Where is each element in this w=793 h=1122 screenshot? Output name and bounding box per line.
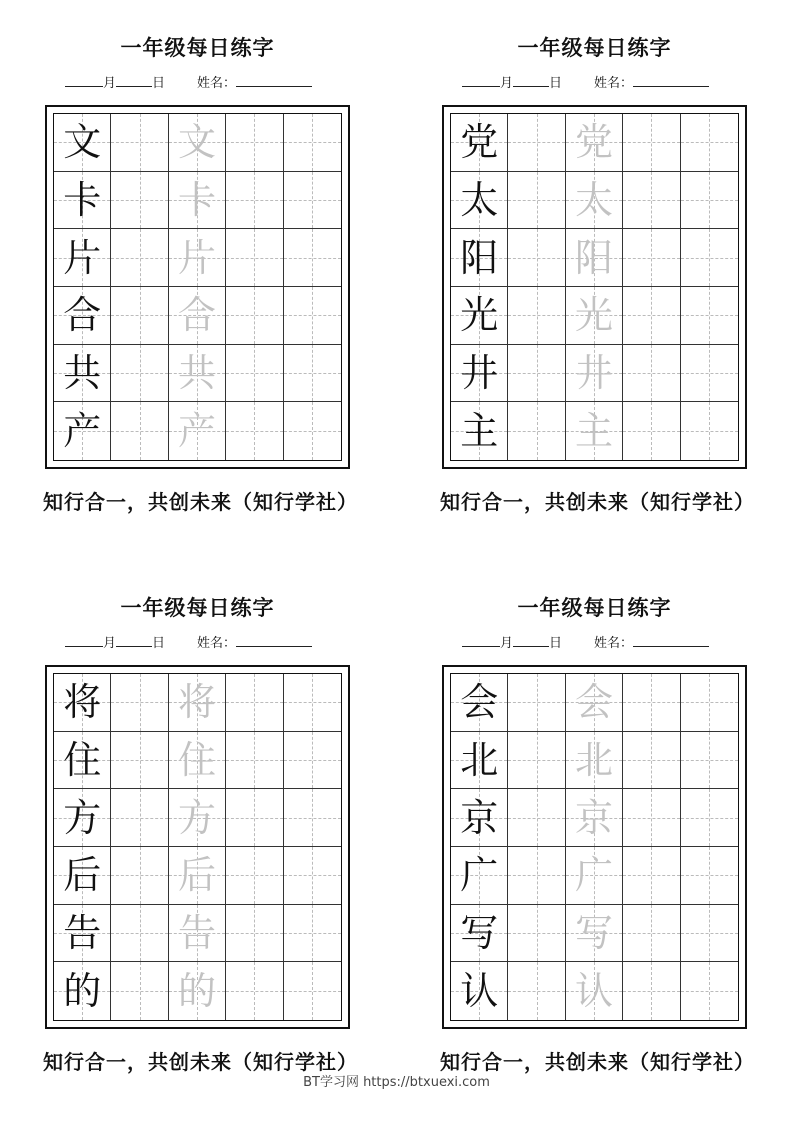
practice-cell[interactable]: [508, 674, 565, 732]
model-character: 写: [460, 910, 499, 955]
practice-cell: [54, 114, 111, 172]
practice-cell: [169, 402, 226, 460]
date-name-line: [462, 72, 709, 91]
practice-cell[interactable]: [623, 114, 680, 172]
name-label: 姓名：: [197, 636, 237, 651]
model-character: 卡: [63, 177, 102, 222]
practice-cell[interactable]: [681, 847, 738, 905]
practice-cell[interactable]: [226, 847, 283, 905]
model-character: 会: [460, 680, 499, 725]
month-blank[interactable]: [462, 634, 500, 647]
day-label: 日: [549, 636, 563, 651]
practice-cell[interactable]: [111, 962, 168, 1020]
practice-cell[interactable]: [226, 962, 283, 1020]
practice-cell[interactable]: [284, 172, 341, 230]
trace-character: 阳: [574, 235, 613, 280]
practice-cell[interactable]: [111, 402, 168, 460]
practice-cell: [54, 674, 111, 732]
trace-character: 文: [177, 120, 216, 165]
practice-cell: [566, 402, 623, 460]
practice-cell[interactable]: [508, 962, 565, 1020]
trace-character: 住: [177, 737, 216, 782]
practice-cell[interactable]: [226, 402, 283, 460]
practice-cell: [54, 905, 111, 963]
name-label: 姓名：: [594, 76, 634, 91]
practice-grid: [53, 673, 342, 1021]
practice-cell: [566, 905, 623, 963]
name-label: 姓名：: [197, 76, 237, 91]
practice-cell[interactable]: [508, 789, 565, 847]
day-blank[interactable]: [116, 634, 152, 647]
trace-character: 北: [574, 737, 613, 782]
name-blank[interactable]: [236, 634, 312, 647]
model-character: 认: [460, 969, 499, 1014]
practice-cell[interactable]: [111, 172, 168, 230]
trace-character: 共: [177, 350, 216, 395]
practice-cell: [169, 847, 226, 905]
model-character: 广: [460, 853, 499, 898]
motto: 知行合一，共创未来（知行学社）: [440, 1050, 755, 1074]
practice-cell[interactable]: [226, 114, 283, 172]
practice-cell: [451, 674, 508, 732]
practice-cell[interactable]: [681, 674, 738, 732]
trace-character: 方: [177, 795, 216, 840]
practice-cell[interactable]: [508, 847, 565, 905]
practice-cell[interactable]: [508, 732, 565, 790]
practice-cell: [451, 402, 508, 460]
practice-cell: [451, 905, 508, 963]
practice-cell: [169, 287, 226, 345]
date-name-line: [65, 72, 312, 91]
practice-cell: [566, 229, 623, 287]
practice-cell: [54, 789, 111, 847]
practice-cell: [451, 114, 508, 172]
name-label: 姓名：: [594, 636, 634, 651]
practice-cell: [451, 172, 508, 230]
trace-character: 片: [177, 235, 216, 280]
practice-cell[interactable]: [508, 287, 565, 345]
practice-cell[interactable]: [623, 847, 680, 905]
practice-cell: [169, 114, 226, 172]
practice-frame: [442, 105, 747, 469]
practice-cell: [451, 732, 508, 790]
month-blank[interactable]: [462, 74, 500, 87]
practice-cell: [451, 962, 508, 1020]
practice-cell[interactable]: [111, 847, 168, 905]
practice-cell[interactable]: [226, 732, 283, 790]
practice-cell: [451, 287, 508, 345]
practice-cell: [169, 962, 226, 1020]
practice-frame: [45, 665, 350, 1029]
motto: 知行合一，共创未来（知行学社）: [43, 1050, 358, 1074]
day-blank[interactable]: [513, 634, 549, 647]
practice-cell: [566, 789, 623, 847]
model-character: 共: [63, 350, 102, 395]
worksheet-title: 一年级每日练字: [120, 35, 275, 60]
practice-cell: [566, 114, 623, 172]
trace-character: 井: [574, 350, 613, 395]
practice-cell: [54, 732, 111, 790]
practice-cell: [451, 789, 508, 847]
model-character: 后: [63, 853, 102, 898]
day-blank[interactable]: [513, 74, 549, 87]
practice-cell: [566, 847, 623, 905]
practice-cell[interactable]: [681, 402, 738, 460]
model-character: 党: [460, 120, 499, 165]
practice-cell: [169, 345, 226, 403]
trace-character: 产: [177, 409, 216, 454]
practice-cell[interactable]: [681, 114, 738, 172]
name-blank[interactable]: [633, 634, 709, 647]
model-character: 京: [460, 795, 499, 840]
practice-cell[interactable]: [284, 962, 341, 1020]
practice-cell[interactable]: [623, 229, 680, 287]
trace-character: 太: [574, 177, 613, 222]
day-label: 日: [152, 636, 166, 651]
practice-cell[interactable]: [508, 172, 565, 230]
month-label: 月: [103, 76, 117, 91]
worksheet-title: 一年级每日练字: [517, 595, 672, 620]
practice-cell[interactable]: [284, 789, 341, 847]
practice-cell[interactable]: [623, 287, 680, 345]
model-character: 文: [63, 120, 102, 165]
month-label: 月: [500, 76, 514, 91]
practice-cell[interactable]: [623, 732, 680, 790]
practice-cell[interactable]: [111, 732, 168, 790]
practice-cell[interactable]: [226, 674, 283, 732]
practice-grid: [53, 113, 342, 461]
practice-cell[interactable]: [284, 402, 341, 460]
watermark: BT学习网 https://btxuexi.com: [303, 1075, 490, 1090]
practice-cell[interactable]: [111, 287, 168, 345]
practice-cell: [54, 229, 111, 287]
practice-cell: [169, 905, 226, 963]
model-character: 片: [63, 235, 102, 280]
motto: 知行合一，共创未来（知行学社）: [440, 490, 755, 514]
practice-cell[interactable]: [508, 905, 565, 963]
model-character: 的: [63, 969, 102, 1014]
practice-cell[interactable]: [623, 905, 680, 963]
date-name-line: [65, 632, 312, 651]
model-character: 井: [460, 350, 499, 395]
practice-cell: [169, 732, 226, 790]
trace-character: 光: [574, 293, 613, 338]
practice-cell[interactable]: [111, 905, 168, 963]
model-character: 阳: [460, 235, 499, 280]
practice-cell: [566, 287, 623, 345]
practice-cell[interactable]: [681, 345, 738, 403]
trace-character: 认: [574, 969, 613, 1014]
practice-cell[interactable]: [623, 674, 680, 732]
motto: 知行合一，共创未来（知行学社）: [43, 490, 358, 514]
day-label: 日: [152, 76, 166, 91]
model-character: 太: [460, 177, 499, 222]
month-label: 月: [500, 636, 514, 651]
practice-cell: [54, 402, 111, 460]
practice-cell: [169, 789, 226, 847]
practice-cell[interactable]: [284, 905, 341, 963]
practice-frame: [45, 105, 350, 469]
practice-cell[interactable]: [508, 114, 565, 172]
trace-character: 合: [177, 293, 216, 338]
practice-cell: [54, 962, 111, 1020]
practice-cell[interactable]: [111, 114, 168, 172]
practice-grid: [450, 113, 739, 461]
model-character: 北: [460, 737, 499, 782]
name-blank[interactable]: [633, 74, 709, 87]
practice-cell: [451, 847, 508, 905]
model-character: 住: [63, 737, 102, 782]
practice-cell[interactable]: [681, 789, 738, 847]
month-blank[interactable]: [65, 634, 103, 647]
practice-cell[interactable]: [284, 229, 341, 287]
practice-cell: [54, 345, 111, 403]
day-label: 日: [549, 76, 563, 91]
practice-cell[interactable]: [681, 287, 738, 345]
practice-cell[interactable]: [226, 789, 283, 847]
practice-cell: [169, 172, 226, 230]
trace-character: 将: [177, 680, 216, 725]
practice-cell[interactable]: [111, 345, 168, 403]
practice-cell[interactable]: [111, 229, 168, 287]
trace-character: 卡: [177, 177, 216, 222]
model-character: 合: [63, 293, 102, 338]
trace-character: 的: [177, 969, 216, 1014]
practice-cell: [169, 674, 226, 732]
trace-character: 主: [574, 409, 613, 454]
worksheet-title: 一年级每日练字: [517, 35, 672, 60]
model-character: 主: [460, 409, 499, 454]
trace-character: 后: [177, 853, 216, 898]
practice-cell: [54, 287, 111, 345]
practice-cell[interactable]: [623, 345, 680, 403]
practice-cell: [566, 172, 623, 230]
trace-character: 广: [574, 853, 613, 898]
trace-character: 写: [574, 910, 613, 955]
model-character: 光: [460, 293, 499, 338]
practice-cell[interactable]: [226, 229, 283, 287]
practice-frame: [442, 665, 747, 1029]
date-name-line: [462, 632, 709, 651]
practice-cell[interactable]: [226, 345, 283, 403]
practice-grid: [450, 673, 739, 1021]
trace-character: 党: [574, 120, 613, 165]
practice-cell[interactable]: [623, 172, 680, 230]
day-blank[interactable]: [116, 74, 152, 87]
practice-cell: [566, 674, 623, 732]
month-label: 月: [103, 636, 117, 651]
practice-cell: [451, 345, 508, 403]
practice-cell: [566, 962, 623, 1020]
practice-cell[interactable]: [508, 345, 565, 403]
practice-cell: [451, 229, 508, 287]
practice-cell[interactable]: [111, 674, 168, 732]
practice-cell[interactable]: [284, 674, 341, 732]
practice-cell[interactable]: [623, 402, 680, 460]
trace-character: 京: [574, 795, 613, 840]
practice-cell[interactable]: [284, 847, 341, 905]
practice-cell[interactable]: [681, 905, 738, 963]
practice-cell[interactable]: [681, 732, 738, 790]
trace-character: 告: [177, 910, 216, 955]
practice-cell[interactable]: [681, 172, 738, 230]
month-blank[interactable]: [65, 74, 103, 87]
model-character: 方: [63, 795, 102, 840]
practice-cell: [54, 172, 111, 230]
practice-cell[interactable]: [284, 287, 341, 345]
practice-cell[interactable]: [681, 962, 738, 1020]
practice-cell[interactable]: [623, 789, 680, 847]
practice-cell: [566, 345, 623, 403]
practice-cell[interactable]: [508, 402, 565, 460]
practice-cell: [566, 732, 623, 790]
practice-cell[interactable]: [508, 229, 565, 287]
practice-cell: [169, 229, 226, 287]
worksheet-title: 一年级每日练字: [120, 595, 275, 620]
practice-cell[interactable]: [111, 789, 168, 847]
practice-cell[interactable]: [226, 287, 283, 345]
model-character: 将: [63, 680, 102, 725]
practice-cell[interactable]: [681, 229, 738, 287]
practice-cell[interactable]: [226, 172, 283, 230]
practice-cell: [54, 847, 111, 905]
model-character: 产: [63, 409, 102, 454]
practice-cell[interactable]: [623, 962, 680, 1020]
name-blank[interactable]: [236, 74, 312, 87]
practice-cell[interactable]: [284, 732, 341, 790]
model-character: 告: [63, 910, 102, 955]
practice-cell[interactable]: [284, 114, 341, 172]
practice-cell[interactable]: [226, 905, 283, 963]
trace-character: 会: [574, 680, 613, 725]
practice-cell[interactable]: [284, 345, 341, 403]
